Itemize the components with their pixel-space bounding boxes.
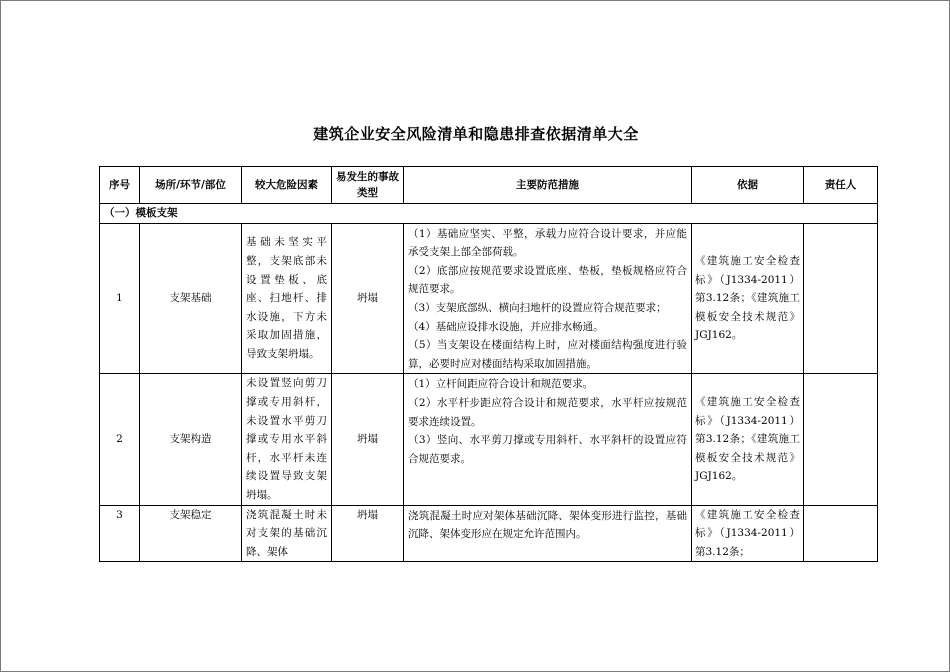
- table-row: [100, 374, 878, 505]
- section-row: [100, 204, 878, 224]
- row-accident-type: 坍塌: [332, 505, 404, 562]
- header-basis: 依据: [692, 167, 804, 204]
- header-accident-type: 易发生的事故类型: [332, 167, 404, 204]
- measure-item: （3）竖向、水平剪刀撑或专用斜杆、水平斜杆的设置应符合规范要求。: [408, 434, 687, 465]
- measure-item: （3）支架底部纵、横向扫地杆的设置应符合规范要求；: [408, 301, 667, 314]
- row-measures: [404, 223, 692, 374]
- row-basis: 《建筑施工安全检查标》（J1334-2011）第3.12条；《建筑施工模板安全技术规范》JGJ162。: [692, 223, 804, 374]
- row-accident-type: 坍塌: [332, 374, 404, 505]
- header-no: 序号: [100, 167, 140, 204]
- row-location: 支架稳定: [140, 505, 242, 562]
- measure-item: （4）基础应设排水设施，并应排水畅通。: [408, 320, 604, 333]
- section-title: （一）模板支架: [100, 204, 878, 224]
- row-location: 支架基础: [140, 223, 242, 374]
- table-row: [100, 505, 878, 562]
- row-measures: [404, 505, 692, 562]
- measure-item: （5）当支架设在楼面结构上时，应对楼面结构强度进行验算，必要时应对楼面结构采取加固措施。: [408, 339, 687, 370]
- measure-item: （2）底部应按规范要求设置底座、垫板，垫板规格应符合规范要求。: [408, 264, 687, 296]
- measure-item: 浇筑混凝土时应对架体基础沉降、架体变形进行监控，基础沉降、架体变形应在规定允许范围内。: [408, 509, 687, 541]
- row-no: 3: [100, 505, 140, 562]
- row-basis: 《建筑施工安全检查标》（J1334-2011）第3.12条；《建筑施工模板安全技术规范》JGJ162。: [692, 374, 804, 505]
- row-risk: 浇筑混凝土时未对支架的基础沉降、架体: [242, 505, 332, 562]
- row-owner: [804, 505, 878, 562]
- row-no: 1: [100, 223, 140, 374]
- table-header-row: [100, 167, 878, 204]
- row-basis: 《建筑施工安全检查标》（J1334-2011）第3.12条；: [692, 505, 804, 562]
- header-measures: 主要防范措施: [404, 167, 692, 204]
- row-owner: [804, 374, 878, 505]
- table-row: [100, 223, 878, 374]
- measure-item: （1）基础应坚实、平整，承载力应符合设计要求，并应能承受支架上部全部荷载。: [408, 227, 687, 259]
- risk-checklist-table: [99, 166, 878, 562]
- row-measures: [404, 374, 692, 505]
- row-no: 2: [100, 374, 140, 505]
- row-risk: 未设置竖向剪刀撑或专用斜杆，未设置水平剪刀撑或专用水平斜杆，水平杆未连续设置导致支架坍塌。: [242, 374, 332, 505]
- header-location: 场所/环节/部位: [140, 167, 242, 204]
- document-title: 建筑企业安全风险清单和隐患排查依据清单大全: [313, 125, 639, 143]
- measure-item: （1）立杆间距应符合设计和规范要求。: [408, 378, 594, 391]
- row-owner: [804, 223, 878, 374]
- header-owner: 责任人: [804, 167, 878, 204]
- measure-item: （2）水平杆步距应符合设计和规范要求，水平杆应按规范要求连续设置。: [408, 396, 687, 428]
- row-location: 支架构造: [140, 374, 242, 505]
- row-risk: 基础未坚实平整，支架底部未设置垫板、底座、扫地杆、排水设施，下方未采取加固措施，导致支架坍塌。: [242, 223, 332, 374]
- row-accident-type: 坍塌: [332, 223, 404, 374]
- header-risk: 较大危险因素: [242, 167, 332, 204]
